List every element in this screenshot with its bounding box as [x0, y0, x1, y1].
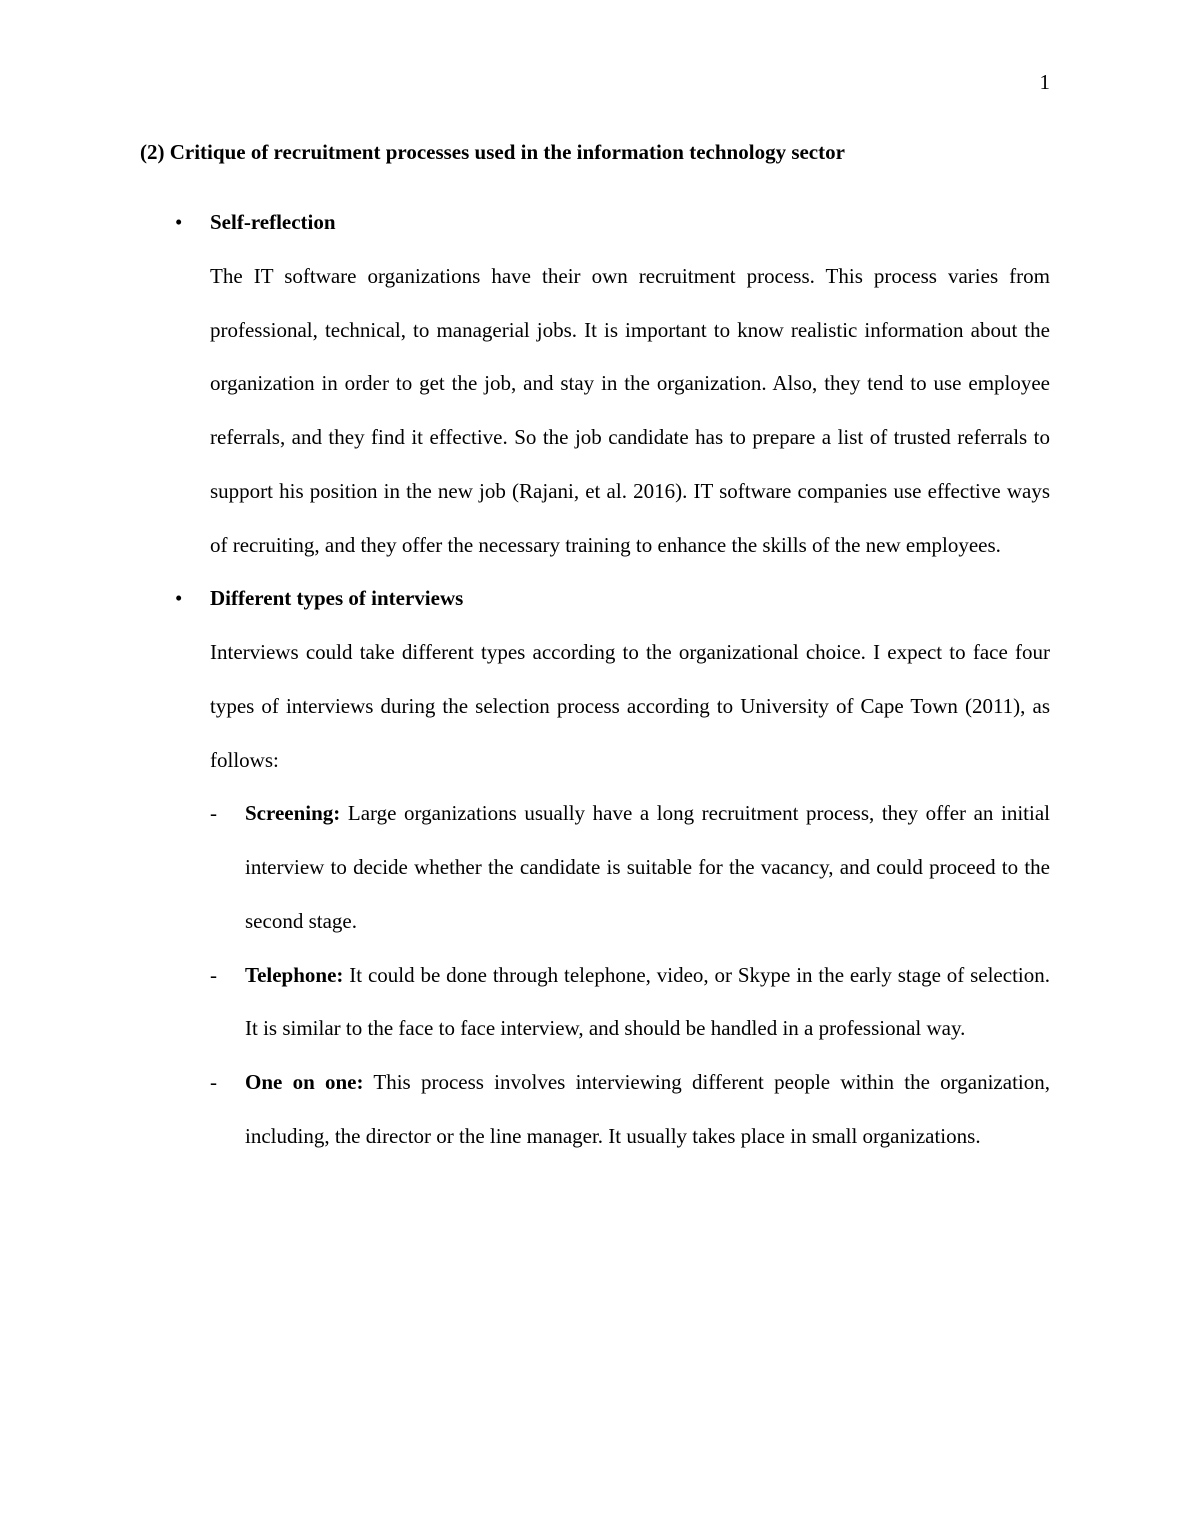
- bullet-icon: •: [175, 586, 183, 611]
- subheading-self-reflection: Self-reflection: [210, 210, 336, 234]
- paragraph-interview-types: Interviews could take different types according to the organizational choice. I expect to face four types of interviews during the selection process according to University of Cape Town (2011), as follows:: [210, 640, 1050, 772]
- dash-icon: -: [210, 962, 217, 987]
- dash-icon: -: [210, 801, 217, 826]
- list-item-text: This process involves interviewing different people within the organization, including, the director or the line manager. It usually takes place in small organizations.: [245, 1070, 1050, 1148]
- list-item-label: One on one:: [245, 1070, 364, 1094]
- list-item-one-on-one: [140, 1056, 1050, 1164]
- dash-icon: -: [210, 1070, 217, 1094]
- subheading-interview-types: Different types of interviews: [210, 586, 464, 611]
- list-item-text: Large organizations usually have a long recruitment process, they offer an initial interview to decide whether the candidate is suitable for the vacancy, and could proceed to the second stage.: [245, 801, 1050, 933]
- bullet-self-reflection: [140, 196, 1050, 250]
- document-body: [140, 196, 1050, 1164]
- section-heading: (2) Critique of recruitment processes used in the information technology sector: [140, 140, 845, 164]
- bullet-icon: •: [175, 210, 183, 234]
- paragraph-self-reflection: The IT software organizations have their own recruitment process. This process varies from professional, technical, to managerial jobs. It is important to know realistic information about the organization in order to get the job, and stay in the organization. Also, they tend to use employee referrals, and they find it effective. So the job candidate has to prepare a list of trusted referrals to support his position in the new job (Rajani, et al. 2016). IT software companies use effective ways of recruiting, and they offer the necessary training to enhance the skills of the new employees.: [210, 263, 1050, 557]
- bullet-interview-types: [140, 572, 1050, 626]
- list-item-label: Telephone:: [245, 962, 344, 987]
- list-item-telephone: [140, 949, 1050, 1057]
- list-item-screening: [140, 787, 1050, 948]
- list-item-text: It could be done through telephone, video, or Skype in the early stage of selection. It is similar to the face to face interview, and should be handled in a professional way.: [245, 962, 1050, 1041]
- list-item-label: Screening:: [245, 801, 341, 826]
- page-number: 1: [1039, 70, 1050, 94]
